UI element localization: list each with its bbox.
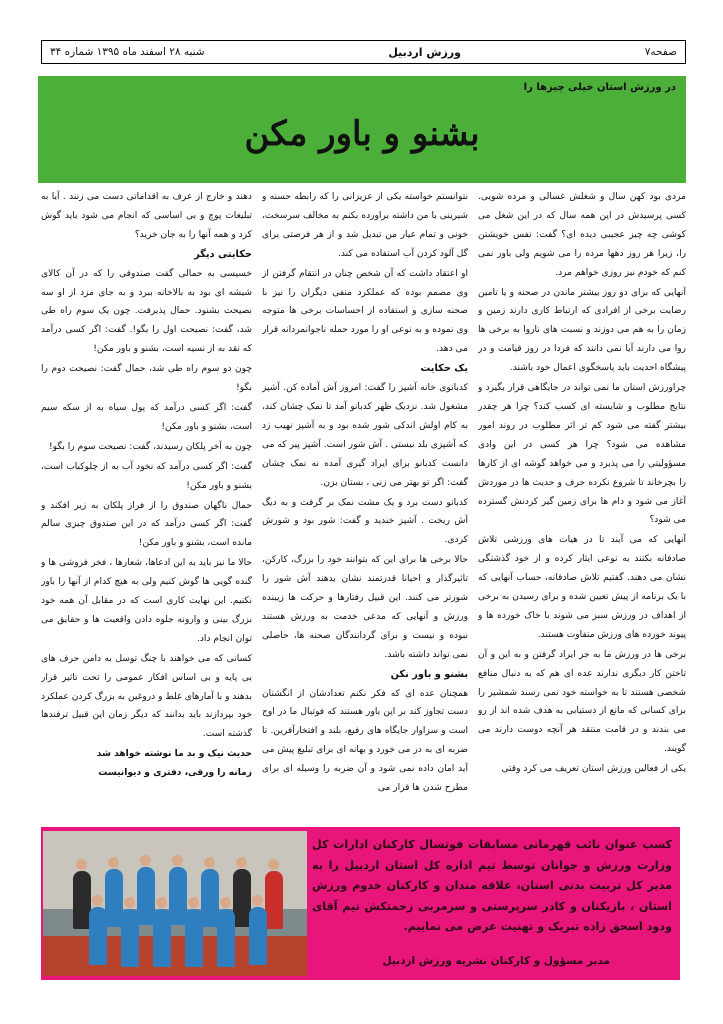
paragraph: مردی بود کهن سال و شغلش غسالی و مرده شویی. کسی پرسیدش در این همه سال که در این شغل می کوشی چه چیز عجیبی دیده ای؟ گفت: نفس خویشتن را، زیرا هر روز دهها مرده را می شویم ولی باور نمی کنم که خودم نیز روزی خواهم مرد.: [478, 192, 686, 278]
page-header: [41, 40, 686, 64]
article-body: [41, 188, 686, 820]
team-photo-icon: [43, 831, 307, 976]
paragraph: برخی ها در ورزش ما به جز ایراد گرفتن و به این و آن تاختن کار دیگری ندارند عده ای هم که به دنبال منافع شخصی هستند تا به خواسته خود نمی رسند شمشیر را برای کسانی که مانع از دستیابی به هدف شده اند از رو می بندند و در قامت منتقد هر آنچه دوست دارند می گویند.: [478, 649, 686, 755]
paragraph: حالا برخی ها برای این که بتوانند خود را بزرگ، کارکن، تاثیرگذار و احیانا قدرتمند نشان بدهند آش شور را شورتر می کنند. این قبیل رفتارها و حرکت ها زیبنده ورزش و آنهایی که مدعی خدمت به ورزش هستند نبوده و نیست و برای گردانندگان صحنه ها، حاصلی نمی تواند داشته باشد.: [262, 555, 468, 660]
issue-date: شنبه ۲۸ اسفند ماه ۱۳۹۵ شماره ۳۴: [50, 46, 205, 58]
column-left: [41, 188, 252, 820]
paragraph: کدبانو دست برد و یک مشت نمک بر گرفت و به دیگ آش ریخت . آشپز خندید و گفت: شور بود و شورش کردی.: [262, 497, 468, 546]
column-middle: [262, 188, 468, 820]
signature: مدیر مسؤول و کارکنان نشریه ورزش اردبیل: [382, 955, 610, 967]
verse-line: زمانه را ورقی، دفتری و دیوانیست: [98, 768, 252, 779]
kicker: در ورزش استان خیلی چیزها را: [523, 82, 676, 93]
paragraph: چون به آخر پلکان رسیدند، گفت: نصیحت سوم را بگو!: [48, 441, 252, 452]
paragraph: دهند و خارج از عرف به اقداماتی دست می زنند . آیا به تبلیغات پوچ و بی اساسی که انجام می شود باید گوش کرد و همه آنها را به جان خرید؟: [41, 192, 252, 240]
paragraph: گفت: اگر کسی درآمد که نخود آب به از چلوکباب است، بشنو و باور مکن!: [41, 461, 252, 491]
subheading: یک حکایت: [420, 363, 468, 375]
paragraph: نتوانستم خواسته یکی از عزیزانی را که رابطه حسنه و شیرینی با من داشته براورده بکنم به مخالف سرسخت، خونی و تمام عیار من تبدیل شد و از هر فرصتی برای گل آلود کردن آب استفاده می کند.: [262, 192, 468, 259]
paragraph: چون دو سوم راه طی شد، حمال گفت: نصیحت دوم را بگو!: [41, 364, 252, 394]
publication-title: ورزش اردبیل: [388, 45, 462, 59]
paragraph: حمال ناگهان صندوق را از فراز پلکان به زیر افکند و گفت: اگر کسی درآمد که در این صندوق چیزی سالم مانده است، بشنو و باور مکن!: [41, 500, 252, 549]
announcement-box: [41, 827, 680, 980]
paragraph: گفت: اگر کسی درآمد که پول سیاه به از سکه سیم است، بشنو و باور مکن!: [41, 402, 252, 432]
subheading: بشنو و باور نکن: [390, 668, 468, 680]
verse-line: حدیث نیک و بد ما نوشته خواهد شد: [96, 749, 252, 760]
paragraph: او اعتقاد داشت که آن شخص چنان در انتقام گرفتن از وی مصمم بوده که عملکرد منفی دیگران را نیز با صحنه سازی و استفاده از احساسات برخی ها متوجه وی نموده و به نوعی او را مورد حمله ناجوانمردانه قرار می دهد.: [262, 268, 468, 355]
paragraph: آنهایی که برای دو روز بیشتر ماندن در صحنه و یا تامین رضایت برخی از افرادی که ارتباط کاری دارند زمین و زمان را به هم می دوزند و نسبت های ناروا به برخی ها روا می دارند آیا نمی دانند که فردا در روز قیامت و در پیشگاه احدیت باید پاسخگوی اعمال خود باشند.: [478, 287, 686, 374]
paragraph: خسیسی به حمالی گفت صندوقی را که در آن کالای شیشه ای بود به بالاخانه ببرد و به جای مزد از او سه نصیحت بشنود. حمال پذیرفت. چون یک سوم راه طی شد، گفت: نصیحت اول را بگو!. گفت: اگر کسی درآمد که نقد به از نسیه است، بشنو و باور مکن!: [41, 268, 252, 355]
paragraph: حالا ما نیز باید به این ادعاها، شعارها ، فخر فروشی ها و گنده گویی ها گوش کنیم ولی به هیچ کدام از آنها را باور نکنیم. این نهایت کاری است که در مقابل آن همه خود بزرگ بینی و وارونه جلوه دادن واقعیت ها و حقایق می توان انجام داد.: [41, 558, 252, 644]
paragraph: همچنان عده ای که فکر نکنم تعدادشان از انگشتان دست تجاوز کند بر این باور هستند که فوتبال ما در اوج است و سزاوار جایگاه های رفیع، بلند و افتخارآفرین. تا ضربه ای به در می خورد و بهانه ای برای تبلیغ پیش می آید امان داده نمی شود و آن ضربه را وسیله ای برای مطرح شدن ها قرار می: [262, 688, 468, 794]
paragraph: یکی از فعالین ورزش استان تعریف می کرد وقتی: [501, 764, 686, 775]
page-number: صفحه۷: [644, 46, 677, 58]
congratulation-text: کسب عنوان نائب قهرمانی مسابقات فوتسال کارکنان ادارات کل وزارت ورزش و جوانان توسط تیم اداره کل استان اردبیل را به مدیر کل تربیت بدنی استان، علاقه مندان و کارکنان خدوم ورزش استان ، بازیکنان و کادر سرپرستی و سرمربی زحمتکش تیم آقای ودود اسحق زاده تبریک و تهنیت عرض می نماییم.: [312, 838, 672, 933]
paragraph: آنهایی که می آیند تا در هیات های ورزشی تلاش صادقانه بکنند به نوعی ایثار کرده و از خود گذشتگی نشان می دهند. گفتیم تلاش صادقانه، حساب آنهایی که با یک برنامه از پیش تعیین شده و برای رسیدن به برخی از اهداف در ورزش سبز می شوند با خاک خورده ها و پیوند خورده های ورزش متفاوت هستند.: [478, 535, 686, 640]
subheading: حکایتی دیگر: [194, 248, 252, 260]
column-right: [478, 188, 686, 820]
headline-banner: [38, 76, 686, 183]
paragraph: کسانی که می خواهند با چنگ توسل به دامن حرف های بی پایه و بی اساس افکار عمومی را تحت تاثیر قرار بدهند و با آمارهای غلط و دروغین به بزرگ کردن عملکرد خود بپردازند باید بدانند که دیگر زمان این قبیل ترفندها گذشته است.: [41, 653, 252, 740]
paragraph: چراورزش استان ما نمی تواند در جایگاهی قرار بگیرد و نتایج مطلوب و شایسته ای کسب کند؟ چرا هر چقدر بیشتر گفته می شود کم تر اثر مطلوب در روند امور مشاهده می شود؟ چرا هر کسی در این وادی مسؤولیتی را می پذیرد و می خواهد گوشه ای از کارها را بچرخاند تا شروع نکرده حرف و حدیث ها در موردش آغاز می شود و دام ها برای زمین گیر کردنش گسترده می شود؟: [478, 383, 686, 526]
paragraph: کدبانوی خانه آشپز را گفت: امروز آش آماده کن. آشپز مشغول شد. نزدیک ظهر کدبانو آمد تا نمک چشان کند، به کام اولش اندکی شور شده بود و به آشپز نهیب زد که آشپزی بلد نیستی . آش شور است. آشپز پیر که می دانست کدبانو برای ایراد گیری آمده نه نمک چشان گفت: اگر تو بهتر می زنی ، بستان بزن.: [262, 383, 468, 488]
page-title: بشنو و باور مکن: [244, 114, 480, 154]
